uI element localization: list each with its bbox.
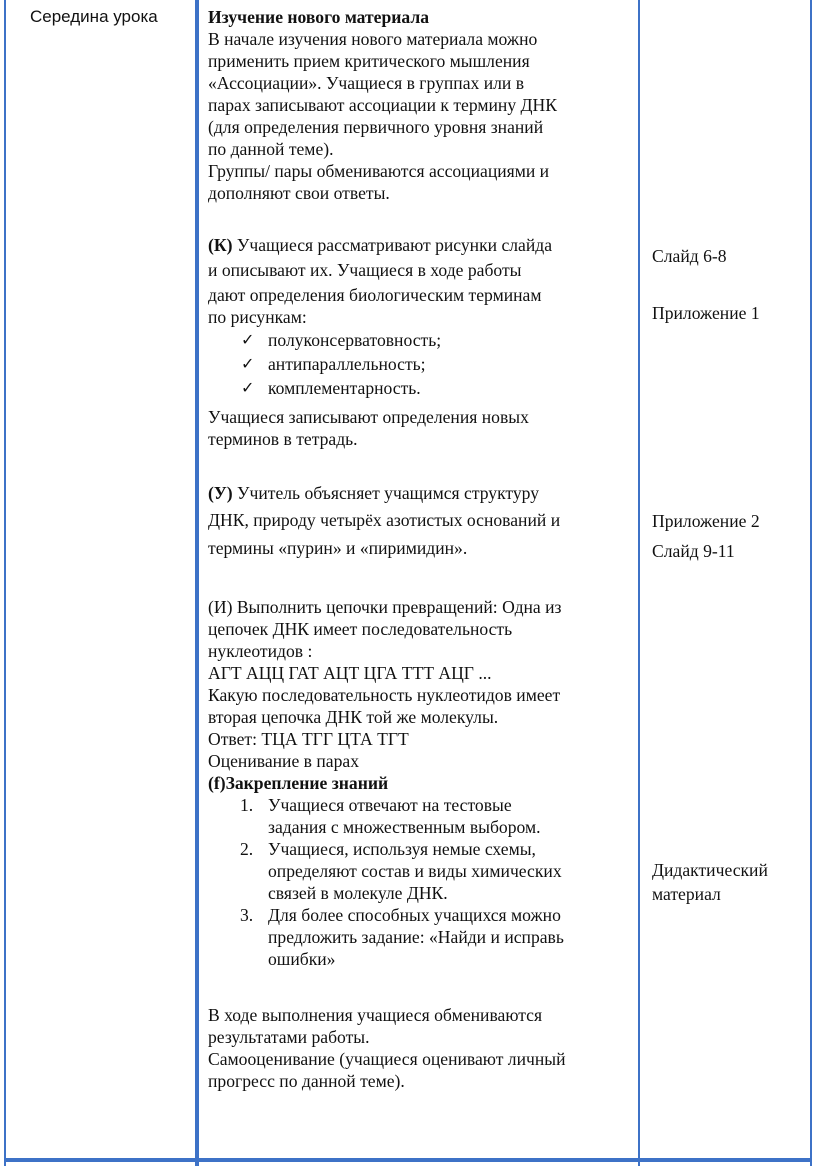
checkmark-icon: ✓	[241, 330, 255, 349]
nucleotide-sequence: АГТ АЦЦ ГАТ АЦТ ЦГА ТТТ АЦГ ...	[208, 663, 492, 683]
resource-appendix-2: Приложение 2	[652, 511, 760, 531]
column-divider-1	[195, 0, 199, 1166]
text-line: цепочек ДНК имеет последовательность	[208, 619, 513, 639]
resource-appendix-1: Приложение 1	[652, 303, 760, 323]
text-line: Какую последовательность нуклеотидов имеет	[208, 685, 561, 705]
list-item: 2. Учащиеся, используя немые схемы, определяют состав и виды химических связей в молекуле ДНК.	[240, 839, 562, 903]
table-left-border	[4, 0, 6, 1166]
section-heading-consolidation: (f)Закрепление знаний	[208, 773, 389, 793]
text-line: применить прием критического мышления	[208, 51, 530, 71]
text-line: терминов в тетрадь.	[208, 429, 358, 449]
checkmark-icon: ✓	[241, 378, 255, 397]
checkmark-icon: ✓	[241, 354, 255, 373]
numbered-list	[208, 794, 633, 970]
text-line: Учащиеся записывают определения новых	[208, 407, 529, 427]
text-line: по данной теме).	[208, 139, 334, 159]
text-line: (И) Выполнить цепочки превращений: Одна из	[208, 597, 562, 617]
lesson-content-cell	[208, 6, 633, 1092]
text-line: В ходе выполнения учащиеся обмениваются	[208, 1005, 543, 1025]
lesson-stage-cell: Середина урока	[30, 7, 158, 26]
resource-slides-9-11: Слайд 9-11	[652, 541, 735, 561]
checklist	[208, 328, 633, 400]
k-label: (К)	[208, 235, 233, 255]
text-line: дополняют свои ответы.	[208, 183, 390, 203]
resource-didactic-material: Дидактический материал	[652, 860, 768, 904]
text-line: термины «пурин» и «пиримидин».	[208, 538, 468, 558]
text-fragment: бъясняет учащимся структуру	[313, 483, 540, 503]
k-paragraph-first-line	[208, 234, 633, 256]
text-line: прогресс по данной теме).	[208, 1071, 405, 1091]
text-line: дают определения биологическим терминам	[208, 285, 542, 305]
text-line: результатами работы.	[208, 1027, 370, 1047]
list-item: ✓ полуконсерватовность;	[241, 330, 442, 350]
text-line: по рисункам:	[208, 307, 307, 327]
text-line: Самооценивание (учащиеся оценивают личный	[208, 1049, 566, 1069]
text-line: вторая цепочка ДНК той же молекулы.	[208, 707, 499, 727]
answer-line: Ответ: ТЦА ТГГ ЦТА ТГТ	[208, 729, 409, 749]
text-line: ДНК, природу четырёх азотистых оснований и	[208, 510, 561, 530]
list-item: ✓ антипараллельность;	[241, 354, 426, 374]
u-paragraph-first-line	[208, 480, 633, 506]
table-bottom-border	[4, 1158, 812, 1162]
text-line: парах записывают ассоциации к термину ДНК	[208, 95, 557, 115]
list-item: 1. Учащиеся отвечают на тестовые задания с множественным выбором.	[240, 795, 541, 837]
text-line: и описывают их. Учащиеся в ходе работы	[208, 260, 522, 280]
resource-slides-6-8: Слайд 6-8	[652, 246, 727, 266]
column-divider-2	[638, 0, 640, 1166]
text-fragment: Учащиеся рассматривают рисунки слайда	[232, 235, 553, 255]
text-fragment: Учитель о	[232, 483, 314, 503]
u-label: (У)	[208, 483, 233, 503]
text-line: (для определения первичного уровня знаний	[208, 117, 544, 137]
table-right-border	[810, 0, 812, 1166]
text-line: Группы/ пары обмениваются ассоциациями и	[208, 161, 550, 181]
section-heading-new-material: Изучение нового материала	[208, 7, 430, 27]
text-line: нуклеотидов :	[208, 641, 313, 661]
text-line: «Ассоциации». Учащиеся в группах или в	[208, 73, 525, 93]
list-item: ✓ комплементарность.	[241, 378, 421, 398]
text-line: Оценивание в парах	[208, 751, 360, 771]
text-line: В начале изучения нового материала можно	[208, 29, 538, 49]
list-item: 3. Для более способных учащихся можно предложить задание: «Найди и исправь ошибки»	[240, 905, 564, 969]
